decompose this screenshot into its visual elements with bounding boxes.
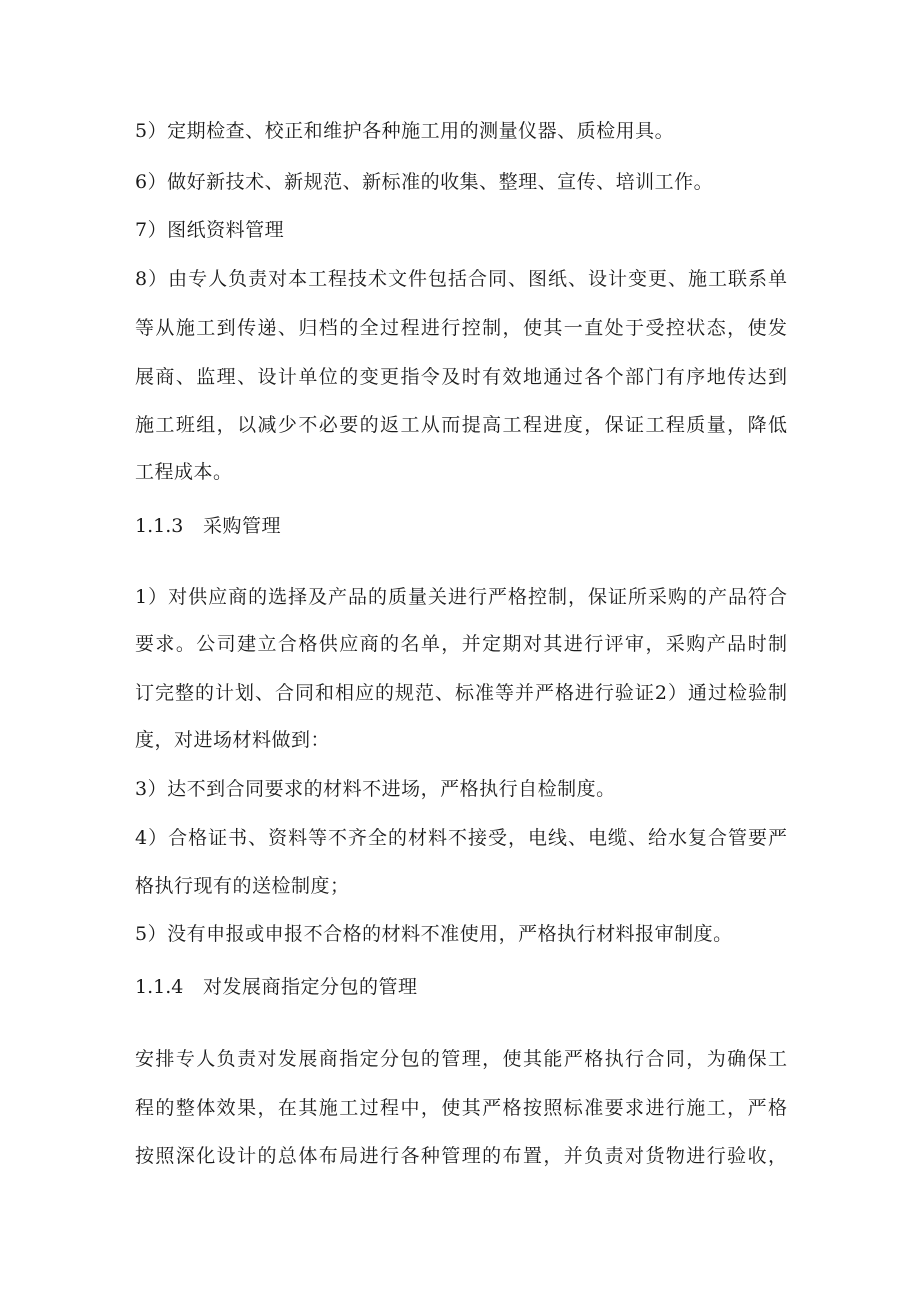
section-heading bbox=[135, 975, 418, 999]
paragraph-line: 施工班组，以减少不必要的返工从而提高工程进度，保证工程质量，降低 bbox=[135, 414, 787, 436]
section-heading bbox=[135, 514, 281, 538]
paragraph-line: 7）图纸资料管理 bbox=[135, 219, 285, 241]
paragraph-line: 4）合格证书、资料等不齐全的材料不接受，电线、电缆、给水复合管要严 bbox=[135, 827, 787, 849]
paragraph-line: 安排专人负责对发展商指定分包的管理，使其能严格执行合同，为确保工 bbox=[135, 1048, 787, 1070]
section-number: 1.1.4 bbox=[135, 976, 184, 998]
section-number: 1.1.3 bbox=[135, 515, 184, 537]
paragraph-line: 度，对进场材料做到： bbox=[135, 729, 331, 751]
paragraph-line: 等从施工到传递、归档的全过程进行控制，使其一直处于受控状态，使发 bbox=[135, 317, 787, 339]
paragraph-line: 程的整体效果，在其施工过程中，使其严格按照标准要求进行施工，严格 bbox=[135, 1097, 787, 1119]
paragraph-line: 要求。公司建立合格供应商的名单，并定期对其进行评审，采购产品时制 bbox=[135, 633, 787, 655]
paragraph-line: 6）做好新技术、新规范、新标准的收集、整理、宣传、培训工作。 bbox=[135, 171, 714, 193]
section-title: 对发展商指定分包的管理 bbox=[203, 976, 418, 998]
paragraph-line: 5）没有申报或申报不合格的材料不准使用，严格执行材料报审制度。 bbox=[135, 923, 733, 945]
paragraph-line: 8）由专人负责对本工程技术文件包括合同、图纸、设计变更、施工联系单 bbox=[135, 268, 787, 290]
section-title: 采购管理 bbox=[203, 515, 282, 537]
paragraph-line: 5）定期检查、校正和维护各种施工用的测量仪器、质检用具。 bbox=[135, 120, 675, 142]
paragraph-line: 工程成本。 bbox=[135, 461, 233, 483]
paragraph-line: 按照深化设计的总体布局进行各种管理的布置，并负责对货物进行验收， bbox=[135, 1145, 787, 1167]
paragraph-line: 订完整的计划、合同和相应的规范、标准等并严格进行验证2）通过检验制 bbox=[135, 682, 787, 704]
paragraph-line: 展商、监理、设计单位的变更指令及时有效地通过各个部门有序地传达到 bbox=[135, 366, 787, 388]
paragraph-line: 格执行现有的送检制度； bbox=[135, 875, 350, 897]
paragraph-line: 3）达不到合同要求的材料不进场，严格执行自检制度。 bbox=[135, 778, 616, 800]
paragraph-line: 1）对供应商的选择及产品的质量关进行严格控制，保证所采购的产品符合 bbox=[135, 586, 787, 608]
